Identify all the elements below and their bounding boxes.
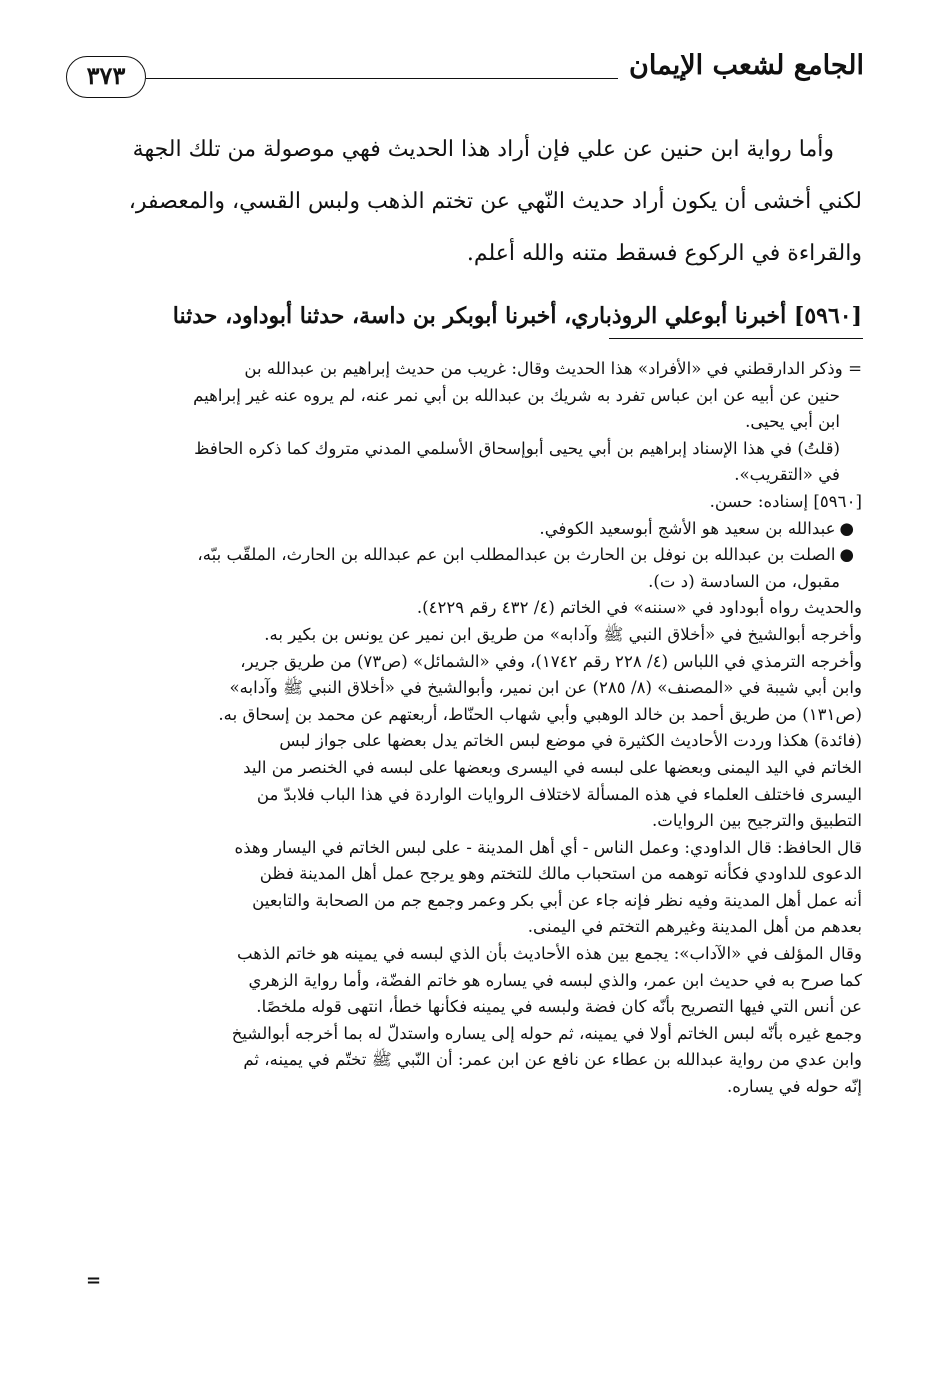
footnote-line: (ص١٣١) من طريق أحمد بن خالد الوهبي وأبي شهاب الحنّاط، أربعتهم عن محمد بن إسحاق به.: [218, 704, 862, 724]
footnote-line: الصلت بن عبدالله بن نوفل بن الحارث بن عبدالمطلب ابن عم عبدالله بن الحارث، الملقّب ببّه،: [197, 545, 836, 565]
footnote-line: عن أنس التي فيها التصريح بأنّه كان فضة ولبسه في يمينه فكأنها خطأ، انتهى قوله ملخصًا.: [256, 997, 862, 1017]
footnote-line: عبدالله بن سعيد هو الأشج أبوسعيد الكوفي.: [539, 518, 836, 538]
footnote-line: اليسرى فاختلف العلماء في هذه المسألة لاختلاف الروايات الواردة في هذا الباب فلابدّ من: [256, 784, 862, 804]
footnote-line: وابن عدي من رواية عبدالله بن عطاء عن نافع عن ابن عمر: أن النّبي ﷺ تختّم في يمينه، ثم: [243, 1050, 862, 1070]
main-line: وأما رواية ابن حنين عن علي فإن أراد هذا الحديث فهي موصولة من تلك الجهة: [132, 137, 834, 162]
footnote-line: حنين عن أبيه عن ابن عباس تفرد به شريك بن عبدالله بن أبي نمر عنه، لم يروه عنه غير إبراهيم: [193, 385, 840, 405]
page-number: ٣٧٣: [66, 56, 146, 98]
book-title: الجامع لشعب الإيمان: [629, 50, 864, 81]
footnote-line: الخاتم في اليد اليمنى وبعضها على لبسه في اليسرى وبعضها على لبسه في الخنصر من اليد: [243, 757, 862, 777]
bullet-item: [80, 516, 862, 543]
bullet-item: [80, 542, 862, 569]
footnote-line: [٥٩٦٠] إسناده: حسن.: [709, 491, 862, 511]
footnote-line: وأخرجه الترمذي في اللباس (٤/ ٢٢٨ رقم ١٧٤٢)، وفي «الشمائل» (ص٧٣) من طريق جرير،: [240, 651, 862, 671]
footnote-line: بعدهم من أهل المدينة وغيرهم التختم في اليمنى.: [527, 917, 862, 937]
header-rule: [146, 78, 618, 79]
footnote-line: التطبيق والترجيح بين الروايات.: [651, 811, 862, 831]
footnote-line: وقال المؤلف في «الآداب»: يجمع بين هذه الأحاديث بأن الذي لبسه في يمينه هو خاتم الذهب: [236, 944, 862, 964]
footnote-line: والحديث رواه أبوداود في «سننه» في الخاتم (٤/ ٤٣٢ رقم ٤٢٢٩).: [416, 598, 862, 618]
footnote-separator: [609, 338, 863, 339]
footnote-line: وجمع غيره بأنّه لبس الخاتم أولا في يمينه، ثم حوله إلى يساره واستدلّ له بما أخرجه أبوالشيخ: [231, 1023, 862, 1043]
footnote-line: وأخرجه أبوالشيخ في «أخلاق النبي ﷺ وآدابه» من طريق ابن نمير عن يونس بن بكير به.: [264, 624, 862, 644]
footnote-line: مقبول، من السادسة (د ت).: [648, 571, 840, 591]
main-line: لكني أخشى أن يكون أراد حديث النّهي عن تختم الذهب ولبس القسي، والمعصفر،: [128, 189, 862, 214]
bullet-icon: ●: [839, 518, 854, 538]
main-text: [80, 124, 862, 342]
bullet-icon: ●: [839, 545, 854, 565]
footnote-line: (قلتُ) في هذا الإسناد إبراهيم بن أبي يحيى أبوإسحاق الأسلمي المدني متروك كما ذكره الحافظ: [194, 438, 840, 458]
main-line: والقراءة في الركوع فسقط متنه والله أعلم.: [466, 241, 862, 266]
footnotes: [80, 356, 862, 1101]
footnote-line: = وذكر الدارقطني في «الأفراد» هذا الحديث وقال: غريب من حديث إبراهيم بن عبدالله بن: [244, 359, 862, 378]
page-header: [66, 50, 864, 100]
footnote-line: إنّه حوله في يساره.: [727, 1077, 862, 1097]
footnote-line: في «التقريب».: [734, 465, 840, 485]
footnote-line: كما صرح به في حديث ابن عمر، والذي لبسه في يساره هو خاتم الفضّة، وأما رواية الزهري: [248, 970, 862, 990]
hadith-chain-line: [٥٩٦٠] أخبرنا أبوعلي الروذباري، أخبرنا أبوبكر بن داسة، حدثنا أبوداود، حدثنا: [172, 303, 862, 329]
footnote-line: الدعوى للداودي فكأنه توهمه من استحباب مالك للتختم وهو يرجح عمل أهل المدينة فظن: [259, 864, 862, 884]
footnote-line: وابن أبي شيبة في «المصنف» (٨/ ٢٨٥) عن ابن نمير، وأبوالشيخ في «أخلاق النبي ﷺ وآدابه»: [229, 678, 862, 698]
footnote-line: قال الحافظ: قال الداودي: وعمل الناس - أي أهل المدينة - على لبس الخاتم في اليسار وهذه: [234, 837, 862, 857]
continuation-mark: =: [86, 1270, 102, 1291]
footnote-line: أنه عمل أهل المدينة وفيه نظر فإنه جاء عن أبي بكر وعمر وجمع جم من الصحابة والتابعين: [252, 890, 862, 910]
footnote-line: ابن أبي يحيى.: [745, 412, 840, 432]
footnote-line: (فائدة) هكذا وردت الأحاديث الكثيرة في موضع لبس الخاتم يدل بعضها على جواز لبس: [279, 731, 862, 751]
